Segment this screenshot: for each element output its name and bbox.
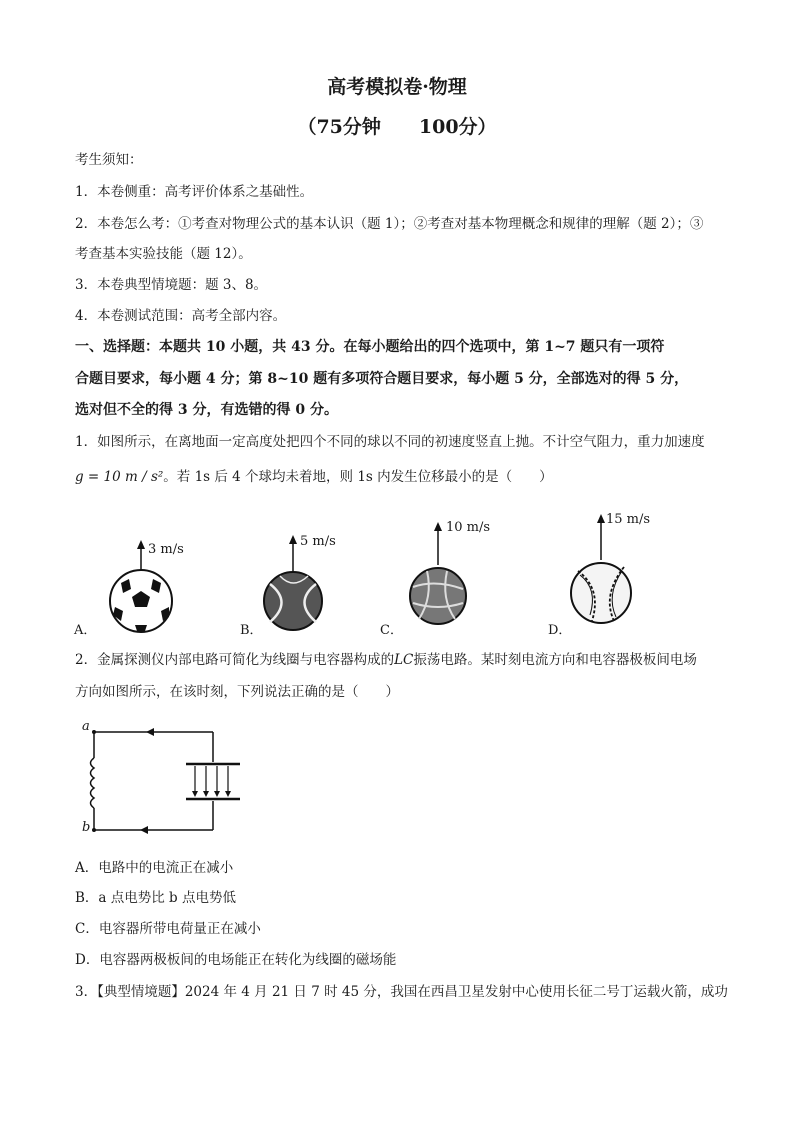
question-3-text: 3．【典型情境题】2024 年 4 月 21 日 7 时 45 分，我国在西昌卫星发射中心使用长征二号丁运载火箭，成功 — [75, 984, 728, 1000]
question-2-text-part: 振荡电路。某时刻电流方向和电容器极板间电场 — [413, 652, 697, 668]
notice-item: 4．本卷测试范围：高考全部内容。 — [75, 308, 287, 324]
lc-symbol: LC — [394, 652, 414, 668]
option-b[interactable]: B．a 点电势比 b 点电势低 — [75, 890, 236, 906]
speed-label: 10 m/s — [446, 520, 491, 535]
speed-label: 5 m/s — [300, 534, 336, 549]
speed-label: 15 m/s — [606, 512, 651, 527]
section-instructions: 一、选择题：本题共 10 小题，共 43 分。在每小题给出的四个选项中，第 1~7 题只有一项符 — [75, 339, 665, 355]
gravity-formula: g = 10 m / s² — [75, 469, 164, 485]
notice-item: 2．本卷怎么考：①考查对物理公式的基本认识（题 1）；②考查对基本物理概念和规律的理解（题 2）；③ — [75, 216, 704, 232]
section-instructions: 合题目要求，每小题 4 分；第 8~10 题有多项符合题目要求，每小题 5 分，全部选对的得 5 分， — [75, 371, 689, 387]
page-subtitle: （75分钟 100分） — [297, 116, 497, 138]
question-2-text — [75, 651, 697, 669]
option-a-label[interactable]: A． — [74, 623, 97, 638]
speed-label: 3 m/s — [148, 542, 184, 557]
page-title: 高考模拟卷·物理 — [327, 76, 467, 98]
section-instructions: 选对但不全的得 3 分，有选错的得 0 分。 — [75, 402, 338, 418]
option-b-label[interactable]: B． — [240, 623, 263, 638]
question-1-text — [75, 468, 553, 486]
option-c[interactable]: C．电容器所带电荷量正在减小 — [75, 921, 261, 937]
question-2-text: 方向如图所示，在该时刻，下列说法正确的是（ ） — [75, 684, 399, 700]
option-d[interactable]: D．电容器两极板间的电场能正在转化为线圈的磁场能 — [75, 952, 397, 968]
option-d-label[interactable]: D． — [548, 623, 572, 638]
question-1-text: 1．如图所示，在离地面一定高度处把四个不同的球以不同的初速度竖直上抛。不计空气阻力，重力加速度 — [75, 434, 705, 450]
question-2-text-part: 2．金属探测仪内部电路可简化为线圈与电容器构成的 — [75, 652, 395, 668]
point-a-label: a — [82, 719, 90, 734]
notice-item: 3．本卷典型情境题：题 3、8。 — [75, 277, 268, 293]
point-b-label: b — [82, 820, 91, 835]
notice-item: 1．本卷侧重：高考评价体系之基础性。 — [75, 184, 314, 200]
option-c-label[interactable]: C． — [380, 623, 403, 638]
option-a[interactable]: A．电路中的电流正在减小 — [75, 860, 234, 876]
lc-circuit-figure — [78, 718, 248, 843]
question-1-text-rest: 。若 1s 后 4 个球均未着地，则 1s 内发生位移最小的是（ ） — [163, 469, 553, 485]
notice-item: 考查基本实验技能（题 12）。 — [75, 246, 252, 262]
notice-heading: 考生须知： — [75, 152, 143, 168]
